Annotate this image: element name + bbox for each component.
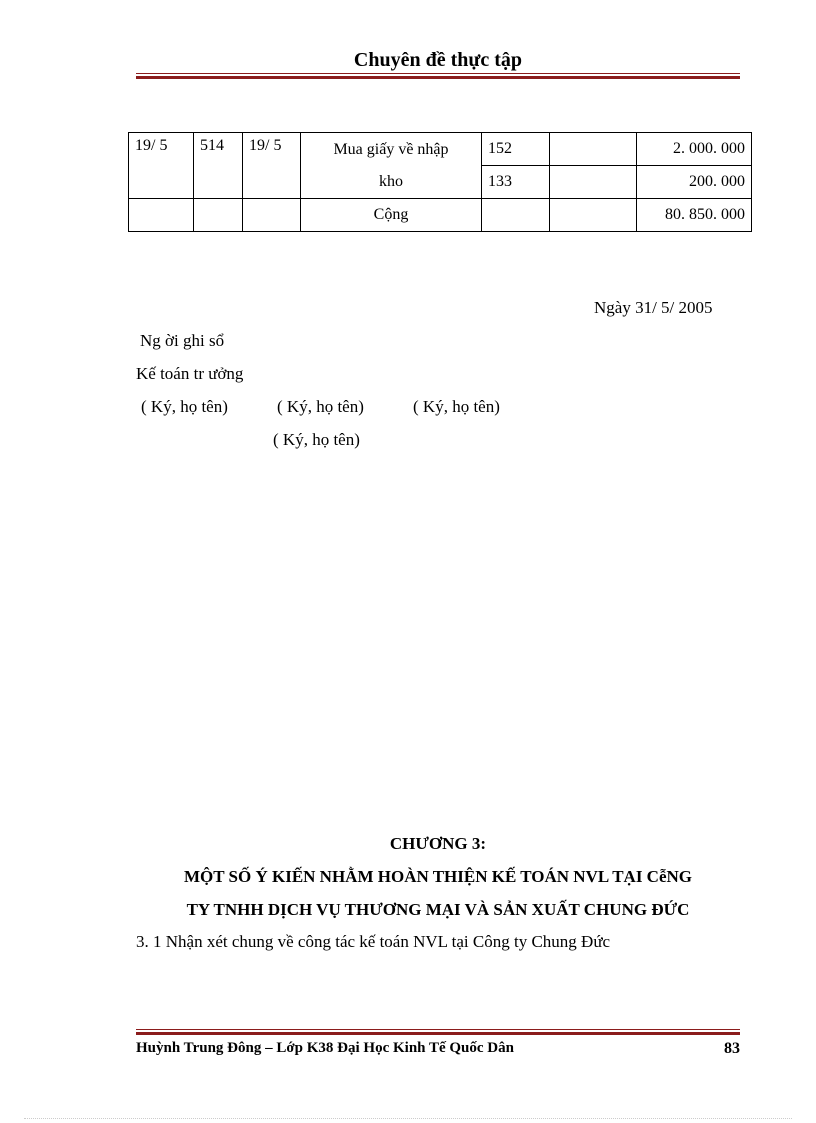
signature-note: ( Ký, họ tên) <box>413 397 500 416</box>
chapter-title-line-2: TY TNHH DỊCH VỤ THƯƠNG MẠI VÀ SẢN XUẤT CHUNG ĐỨC <box>186 900 690 919</box>
cell-empty <box>243 199 301 232</box>
cell-amount: 200. 000 <box>637 166 752 199</box>
cell-empty <box>550 133 637 166</box>
header-rule-thin <box>136 73 740 74</box>
cell-total-amount: 80. 850. 000 <box>637 199 752 232</box>
signature-note: ( Ký, họ tên) <box>277 397 364 416</box>
cell-voucher-date: 19/ 5 <box>243 133 301 199</box>
cell-empty <box>550 166 637 199</box>
page-number: 83 <box>724 1040 740 1057</box>
footer-rule-thick <box>136 1032 740 1035</box>
cell-empty <box>550 199 637 232</box>
signature-note: ( Ký, họ tên) <box>273 430 360 449</box>
cell-empty <box>129 199 194 232</box>
cell-account: 133 <box>482 166 550 199</box>
cell-amount: 2. 000. 000 <box>637 133 752 166</box>
cell-date: 19/ 5 <box>129 133 194 199</box>
page-header-title: Chuyên đề thực tập <box>353 49 523 71</box>
cell-account: 152 <box>482 133 550 166</box>
chapter-title-line-1: MỘT SỐ Ý KIẾN NHẰM HOÀN THIỆN KẾ TOÁN NVL TẠI CễNG <box>183 867 693 886</box>
page-edge <box>24 1118 792 1119</box>
ledger-table <box>128 132 752 232</box>
chapter-number: CHƯƠNG 3: <box>389 834 487 853</box>
cell-empty <box>194 199 243 232</box>
footer-rule-thin <box>136 1029 740 1030</box>
signature-writer-label: Ng ời ghi sổ <box>140 331 225 350</box>
header-rule-thick <box>136 76 740 79</box>
description-line-1: Mua giấy về nhập <box>333 140 449 158</box>
table-row <box>129 133 752 166</box>
signature-note: ( Ký, họ tên) <box>141 397 228 416</box>
cell-voucher-no: 514 <box>194 133 243 199</box>
signature-chief-label: Kế toán tr ưởng <box>136 364 244 383</box>
cell-description <box>301 133 482 199</box>
section-heading: 3. 1 Nhận xét chung về công tác kế toán NVL tại Công ty Chung Đức <box>136 932 611 951</box>
footer-author: Huỳnh Trung Đông – Lớp K38 Đại Học Kinh Tế Quốc Dân <box>136 1040 514 1056</box>
description-line-2: kho <box>379 172 403 190</box>
table-row-total <box>129 199 752 232</box>
date-line: Ngày 31/ 5/ 2005 <box>594 298 713 317</box>
cell-empty <box>482 199 550 232</box>
cell-total-label: Cộng <box>301 199 482 232</box>
